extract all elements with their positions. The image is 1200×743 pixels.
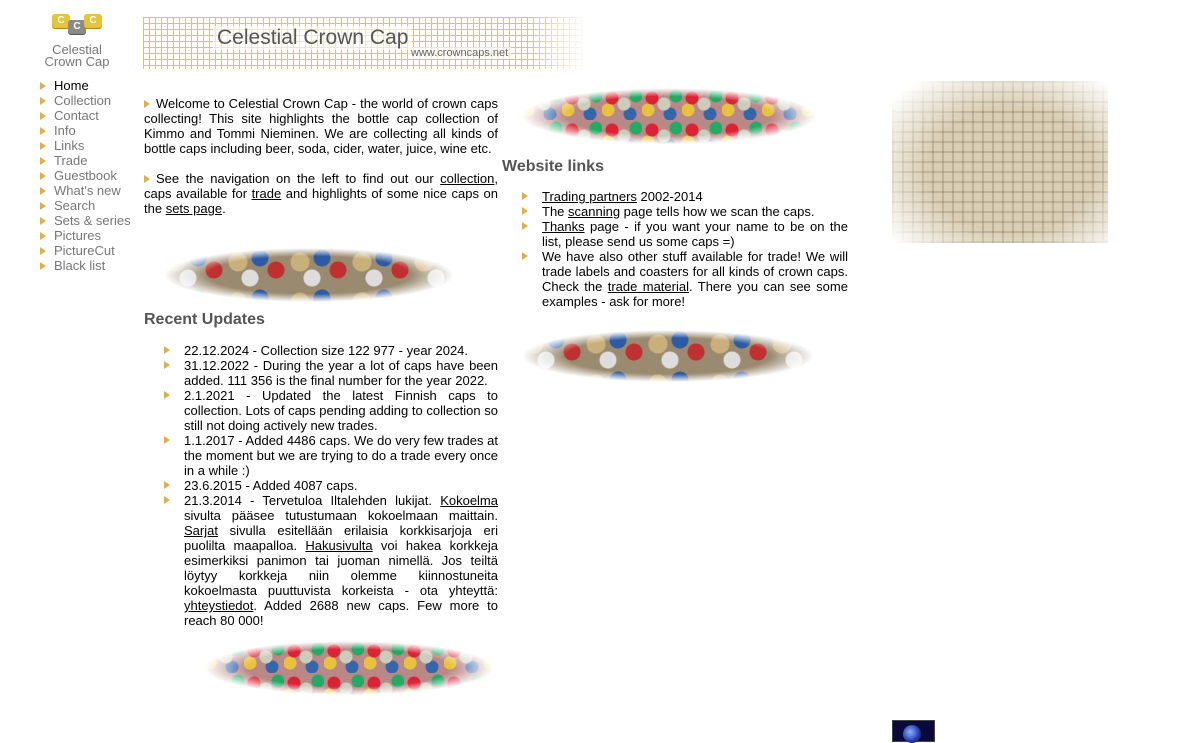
banner-url: www.crowncaps.net — [408, 47, 511, 59]
bullet-icon — [164, 361, 170, 369]
text: page tells how we scan the caps. — [620, 204, 815, 219]
nav-label: Guestbook — [54, 168, 117, 183]
text: . — [222, 201, 226, 216]
trade-link[interactable]: trade — [251, 186, 282, 201]
nav-item-home[interactable] — [38, 78, 138, 93]
logo-cap-icon: C — [52, 14, 70, 28]
site-logo[interactable] — [38, 12, 116, 74]
header-banner — [143, 17, 587, 69]
nav-item-collection[interactable] — [38, 93, 138, 108]
website-links-list — [502, 189, 848, 309]
nav-item-contact[interactable] — [38, 108, 138, 123]
nav-item-guestbook[interactable] — [38, 168, 138, 183]
update-text: 2.1.2021 - Updated the latest Finnish caps to collection. Lots of caps pending adding to collection so still not doing actively new trades. — [184, 388, 498, 433]
nav-label: Black list — [54, 258, 106, 273]
update-text: 23.6.2015 - Added 4087 caps. — [184, 478, 358, 493]
bullet-icon — [40, 97, 46, 105]
sets-page-link[interactable]: sets page — [165, 201, 223, 216]
bullet-icon — [40, 157, 46, 165]
list-item — [144, 478, 498, 493]
bullet-icon — [40, 247, 46, 255]
scanning-link[interactable]: scanning — [568, 204, 621, 219]
bullet-icon — [522, 222, 528, 230]
text: 2002-2014 — [636, 189, 703, 204]
bullet-icon — [164, 481, 170, 489]
sarjat-link[interactable]: Sarjat — [184, 523, 218, 538]
bullet-icon — [522, 207, 528, 215]
text: The — [542, 204, 569, 219]
recent-updates-list — [144, 343, 498, 628]
sidebar-nav — [38, 78, 138, 273]
nav-item-search[interactable] — [38, 198, 138, 213]
globe-icon — [903, 725, 921, 743]
nav-label: Sets & series — [54, 213, 131, 228]
intro-text: Welcome to Celestial Crown Cap - the world of crown caps collecting! This site highlights the bottle cap collection of Kimmo and Tommi Nieminen. We are collecting all kinds of bottle caps including beer, soda, cider, water, juice, wine etc. — [144, 96, 498, 156]
website-links-heading: Website links — [502, 158, 604, 175]
nav-item-info[interactable] — [38, 123, 138, 138]
logo-line-1: Celestial — [52, 42, 102, 57]
bullet-icon — [40, 142, 46, 150]
nav-item-black-list[interactable] — [38, 258, 138, 273]
logo-cap-icon: C — [84, 14, 102, 28]
nav-item-picturecut[interactable] — [38, 243, 138, 258]
nav-paragraph — [144, 171, 498, 216]
nav-label: PictureCut — [54, 243, 115, 258]
text: page - if you want your name to be on the list, please send us some caps =) — [542, 219, 848, 249]
bullet-icon — [40, 262, 46, 270]
list-item — [502, 249, 848, 309]
bullet-icon — [522, 252, 528, 260]
nav-item-whats-new[interactable] — [38, 183, 138, 198]
text: . There you can see some examples - ask for more! — [542, 279, 848, 309]
nav-label: Links — [54, 138, 85, 153]
text: sivulta pääsee tutustumaan kokoelmaan maittain. — [184, 508, 498, 523]
bullet-icon — [40, 202, 46, 210]
bullet-icon — [144, 100, 150, 108]
text: voi hakea korkkeja esimerkiksi panimon tai juoman nimellä. Jos teiltä löytyy korkkeja niin olemme kiinnostuneita kokoelmasta puuttuvista korkeista - ota yhteyttä: — [184, 538, 498, 598]
recent-updates-heading: Recent Updates — [144, 311, 265, 328]
nav-label: Search — [54, 198, 96, 213]
text: and highlights of some nice caps on the — [144, 186, 498, 216]
text: See the navigation on the left to find out our — [156, 171, 441, 186]
bullet-icon — [164, 391, 170, 399]
text: sivulla esitellään erilaisia korkkisarjoja eri puolilta maapalloa. — [184, 523, 498, 553]
hakusivulta-link[interactable]: Hakusivulta — [305, 538, 373, 553]
nav-label: Contact — [54, 108, 99, 123]
update-text: 31.12.2022 - During the year a lot of caps have been added. 111 356 is the final number for the year 2022. — [184, 358, 498, 388]
nav-label: Info — [54, 123, 76, 138]
bullet-icon — [522, 192, 528, 200]
nav-label: Collection — [54, 93, 112, 108]
thanks-link[interactable]: Thanks — [542, 219, 585, 234]
bullet-icon — [40, 172, 46, 180]
banner-title: Celestial Crown Cap — [213, 26, 412, 50]
main-column — [144, 96, 498, 628]
bullet-icon — [164, 436, 170, 444]
list-item — [502, 204, 848, 219]
bullet-icon — [40, 217, 46, 225]
update-text: 22.12.2024 - Collection size 122 977 - year 2024. — [184, 343, 469, 358]
banner-fade — [527, 17, 587, 69]
nav-item-links[interactable] — [38, 138, 138, 153]
list-item — [144, 493, 498, 628]
crown-caps-image — [164, 248, 454, 302]
nav-item-pictures[interactable] — [38, 228, 138, 243]
nav-label: Trade — [54, 153, 88, 168]
bullet-icon — [164, 496, 170, 504]
bullet-icon — [40, 187, 46, 195]
crown-caps-image — [204, 641, 494, 695]
bullet-icon — [164, 346, 170, 354]
logo-text — [38, 44, 116, 68]
bullet-icon — [40, 112, 46, 120]
nav-item-sets-series[interactable] — [38, 213, 138, 228]
counter-badge-icon[interactable] — [892, 720, 935, 742]
trade-material-link[interactable]: trade material — [607, 279, 689, 294]
nav-label: Pictures — [54, 228, 101, 243]
list-item — [144, 433, 498, 478]
text: 21.3.2014 - Tervetuloa Iltalehden lukijat. — [184, 493, 441, 508]
bullet-icon — [40, 82, 46, 90]
crown-caps-image — [522, 88, 816, 144]
intro-paragraph — [144, 96, 498, 156]
list-item — [502, 219, 848, 249]
kokoelma-link[interactable]: Kokoelma — [440, 493, 498, 508]
update-text: 1.1.2017 - Added 4486 caps. We do very few trades at the moment but we are trying to do a trade every once in a while :) — [184, 433, 498, 478]
text: . Added 2688 new caps. Few more to reach 80 000! — [184, 598, 498, 628]
trading-partners-link[interactable]: Trading partners — [542, 189, 637, 204]
nav-label: Home — [54, 78, 89, 93]
yhteystiedot-link[interactable]: yhteystiedot — [184, 598, 254, 613]
collection-photo — [892, 81, 1108, 243]
list-item — [144, 343, 498, 358]
collection-link[interactable]: collection — [440, 171, 495, 186]
bullet-icon — [144, 175, 150, 183]
list-item — [144, 388, 498, 433]
nav-label: What's new — [54, 183, 121, 198]
bullet-icon — [40, 127, 46, 135]
list-item — [144, 358, 498, 388]
text: , caps available for — [144, 171, 498, 201]
logo-cap-icon: C — [68, 20, 86, 34]
text: We have also other stuff available for trade! We will trade labels and coasters for all kinds of crown caps. Check the — [542, 249, 848, 294]
nav-item-trade[interactable] — [38, 153, 138, 168]
logo-line-2: Crown Cap — [44, 54, 110, 69]
crown-caps-image — [522, 330, 814, 382]
bullet-icon — [40, 232, 46, 240]
list-item — [502, 189, 848, 204]
